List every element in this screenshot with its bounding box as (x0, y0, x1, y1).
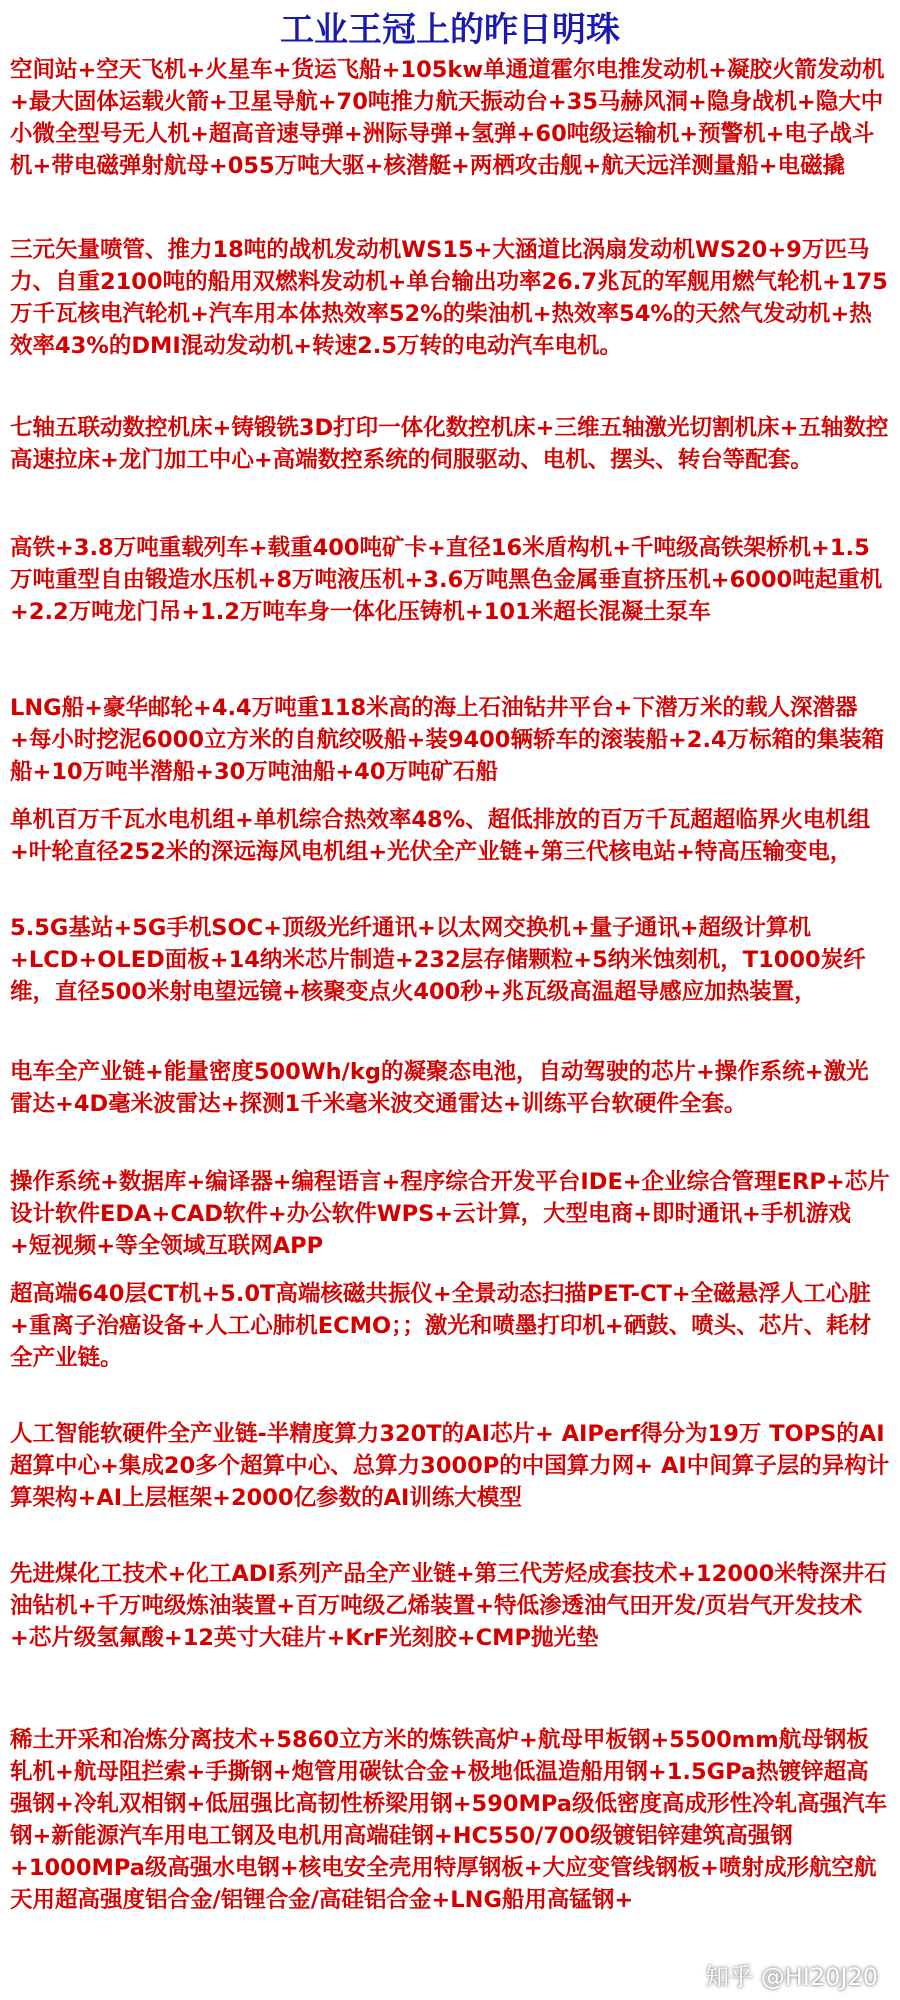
paragraph-chemical: 先进煤化工技术+化工ADI系列产品全产业链+第三代芳烃成套技术+12000米特深井石油钻机+千万吨级炼油装置+百万吨级乙烯装置+特低渗透油气田开发/页岩气开发技术+芯片级氢氟酸+12英寸大硅片+KrF光刻胶+CMP抛光垫 (10, 1561, 887, 1651)
paragraph-shipbuilding: LNG船+豪华邮轮+4.4万吨重118米高的海上石油钻井平台+下潜万米的载人深潜器+每小时挖泥6000立方米的自航绞吸船+装9400辆轿车的滚装船+2.4万标箱的集装箱船+10万吨半潜船+30万吨油船+40万吨矿石船 (10, 695, 885, 785)
paragraph-electronics: 5.5G基站+5G手机SOC+顶级光纤通讯+以太网交换机+量子通讯+超级计算机+LCD+OLED面板+14纳米芯片制造+232层存储颗粒+5纳米蚀刻机，T1000炭纤维，直径500米射电望远镜+核聚变点火400秒+兆瓦级高温超导感应加热装置， (10, 915, 866, 1005)
paragraph-heavy-machinery: 高铁+3.8万吨重载列车+载重400吨矿卡+直径16米盾构机+千吨级高铁架桥机+1.5万吨重型自由锻造水压机+8万吨液压机+3.6万吨黑色金属垂直挤压机+6000吨起重机+2.2万吨龙门吊+1.2万吨车身一体化压铸机+101米超长混凝土泵车 (10, 535, 883, 625)
paragraph-ai: 人工智能软硬件全产业链-半精度算力320T的AI芯片+ AIPerf得分为19万 TOPS的AI超算中心+集成20多个超算中心、总算力3000P的中国算力网+ AI中间算子层的异构计算架构+AI上层框架+2000亿参数的AI训练大模型 (10, 1421, 890, 1511)
paragraph-materials: 稀土开采和冶炼分离技术+5860立方米的炼铁高炉+航母甲板钢+5500mm航母钢板轧机+航母阻拦索+手撕钢+炮管用碳钛合金+极地低温造船用钢+1.5GPa热镀锌超高强钢+冷轧双相钢+低屈强比高韧性桥梁用钢+590MPa级低密度高成形性冷轧高强汽车钢+新能源汽车用电工钢及电机用高端硅钢+HC550/700级镀铝锌建筑高强钢+1000MPa级高强水电钢+核电安全壳用特厚钢板+大应变管线钢板+喷射成形航空航天用超高强度铝合金/铝锂合金/高硅铝合金+LNG船用高锰钢+ (10, 1727, 887, 1913)
watermark: 知乎 @HI20J20 (705, 1963, 878, 1991)
paragraph-electric-vehicles: 电车全产业链+能量密度500Wh/kg的凝聚态电池，自动驾驶的芯片+操作系统+激光雷达+4D毫米波雷达+探测1千米毫米波交通雷达+训练平台软硬件全套。 (10, 1059, 869, 1117)
paragraph-software: 操作系统+数据库+编译器+编程语言+程序综合开发平台IDE+企业综合管理ERP+芯片设计软件EDA+CAD软件+办公软件WPS+云计算，大型电商+即时通讯+手机游戏+短视频+等全领域互联网APP (10, 1169, 890, 1259)
paragraph-aerospace-defense: 空间站+空天飞机+火星车+货运飞船+105kw单通道霍尔电推发动机+凝胶火箭发动机+最大固体运载火箭+卫星导航+70吨推力航天振动台+35马赫风洞+隐身战机+隐大中小微全型号无人机+超高音速导弹+洲际导弹+氢弹+60吨级运输机+预警机+电子战斗机+带电磁弹射航母+055万吨大驱+核潜艇+两栖攻击舰+航天远洋测量船+电磁撬 (10, 57, 885, 179)
paragraph-engines: 三元矢量喷管、推力18吨的战机发动机WS15+大涵道比涡扇发动机WS20+9万匹马力、自重2100吨的船用双燃料发动机+单台输出功率26.7兆瓦的军舰用燃气轮机+175万千瓦核电汽轮机+汽车用本体热效率52%的柴油机+热效率54%的天然气发动机+热效率43%的DMI混动发动机+转速2.5万转的电动汽车电机。 (10, 237, 888, 359)
paragraph-medical: 超高端640层CT机+5.0T高端核磁共振仪+全景动态扫描PET-CT+全磁悬浮人工心脏+重离子治癌设备+人工心肺机ECMO；；激光和喷墨打印机+硒鼓、喷头、芯片、耗材全产业链。 (10, 1281, 872, 1371)
paragraph-power-generation: 单机百万千瓦水电机组+单机综合热效率48%、超低排放的百万千瓦超超临界火电机组+叶轮直径252米的深远海风电机组+光伏全产业链+第三代核电站+特高压输变电， (10, 807, 871, 865)
page-title: 工业王冠上的昨日明珠 (280, 10, 620, 50)
paragraph-machine-tools: 七轴五联动数控机床+铸锻铣3D打印一体化数控机床+三维五轴激光切割机床+五轴数控高速拉床+龙门加工中心+高端数控系统的伺服驱动、电机、摆头、转台等配套。 (10, 415, 889, 473)
